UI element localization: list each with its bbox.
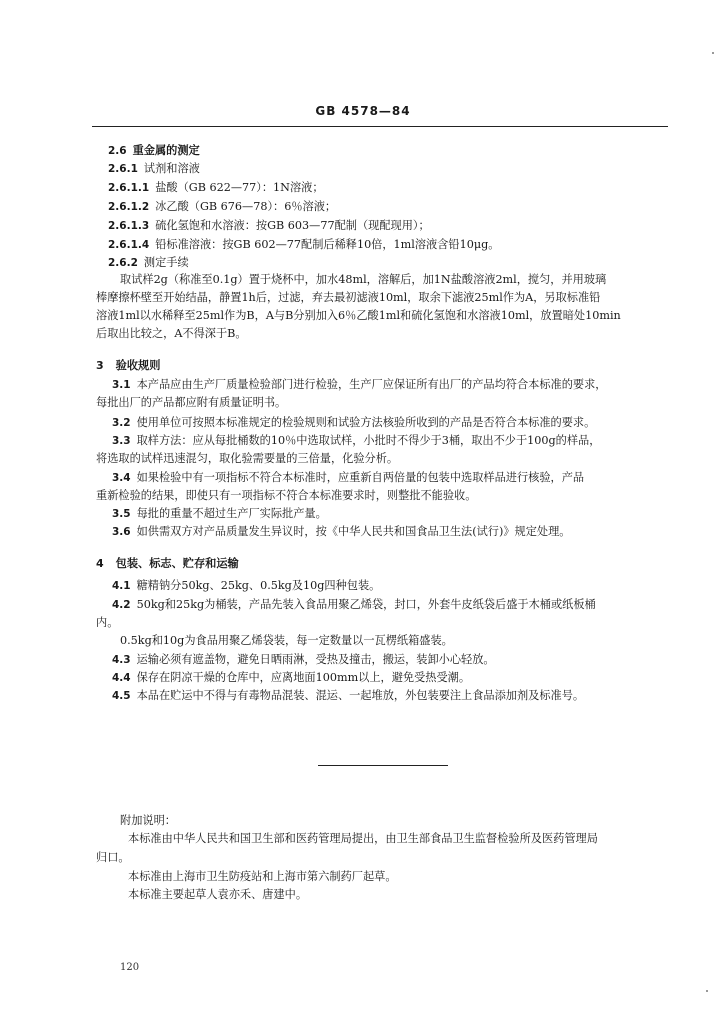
paragraph-line: 每批出厂的产品都应附有质量证明书。: [96, 396, 287, 409]
page-number: 120: [120, 962, 140, 973]
paragraph-line: 重新检验的结果，即使只有一项指标不符合本标准要求时，则整批不能验收。: [96, 489, 477, 502]
item-4-3: 4.3 运输必须有遮盖物，避免日晒雨淋，受热及撞击，搬运，装卸小心轻放。: [112, 653, 495, 666]
item-3-2: 3.2 使用单位可按照本标准规定的检验规则和试验方法核验所收到的产品是否符合本标准的要求。: [112, 416, 596, 429]
scan-speck: [712, 52, 714, 54]
item-2-6-1-2: 2.6.1.2 冰乙酸（GB 676—78）：6％溶液；: [108, 200, 337, 213]
appendix-line: 本标准由中华人民共和国卫生部和医药管理局提出，由卫生部食品卫生监督检验所及医药管理局: [128, 832, 598, 845]
header-rule: [92, 126, 668, 127]
item-3-3: 3.3 取样方法：应从每批桶数的10％中选取试样，小批时不得少于3桶，取出不少于100g的样品，: [112, 434, 601, 447]
appendix-line: 归口。: [96, 851, 130, 864]
section-divider: [318, 765, 448, 766]
item-3-1: 3.1 本产品应由生产厂质量检验部门进行检验，生产厂应保证所有出厂的产品均符合本标准的要求，: [112, 378, 607, 391]
item-2-6-1-1: 2.6.1.1 盐酸（GB 622—77）：1N溶液；: [108, 181, 324, 194]
section-2-6-heading: 2.6 重金属的测定: [108, 143, 200, 157]
section-2-6-1-heading: 2.6.1 试剂和溶液: [108, 162, 200, 175]
item-2-6-1-4: 2.6.1.4 铅标准溶液：按GB 602—77配制后稀释10倍，1ml溶液含铅10μg。: [108, 238, 500, 251]
standard-code-header: GB 4578—84: [315, 104, 411, 118]
item-3-5: 3.5 每批的重量不超过生产厂实际批产量。: [112, 507, 327, 520]
paragraph-line: 棒摩擦杯壁至开始结晶，静置1h后，过滤，弃去最初滤液10ml，取余下滤液25ml作为A，另取标准铅: [96, 291, 601, 304]
item-4-1: 4.1 糖精钠分50kg、25kg、0.5kg及10g四种包装。: [112, 579, 381, 592]
item-4-5: 4.5 本品在贮运中不得与有毒物品混装、混运、一起堆放，外包装要注上食品添加剂及标准号。: [112, 689, 585, 702]
paragraph-line: 溶液1ml以水稀释至25ml作为B，A与B分别加入6％乙酸1ml和硫化氢饱和水溶液10ml，放置暗处10min: [96, 309, 621, 322]
appendix-title: 附加说明：: [120, 814, 176, 827]
paragraph-line: 将选取的试样迅速混匀，取化验需要量的三倍量，化验分析。: [96, 452, 399, 465]
section-3-heading: 3 验收规则: [96, 358, 161, 372]
section-2-6-2-heading: 2.6.2 测定手续: [108, 256, 189, 269]
section-4-heading: 4 包装、标志、贮存和运输: [96, 556, 239, 570]
item-2-6-1-3: 2.6.1.3 硫化氢饱和水溶液：按GB 603—77配制（现配现用）；: [108, 219, 430, 232]
paragraph-line: 取试样2g（称准至0.1g）置于烧杯中，加水48ml，溶解后，加1N盐酸溶液2ml，搅匀，并用玻璃: [120, 273, 607, 286]
item-4-2: 4.2 50kg和25kg为桶装，产品先装入食品用聚乙烯袋，封口，外套牛皮纸袋后盛于木桶或纸板桶: [112, 598, 596, 611]
item-3-6: 3.6 如供需双方对产品质量发生异议时，按《中华人民共和国食品卫生法(试行)》规定处理。: [112, 525, 571, 538]
paragraph-line: 后取出比较之，A不得深于B。: [96, 327, 247, 340]
scan-speck: [706, 990, 708, 992]
paragraph-line: 内。: [96, 616, 119, 629]
appendix-line: 本标准主要起草人袁亦禾、唐建中。: [128, 888, 308, 901]
item-4-4: 4.4 保存在阴凉干燥的仓库中，应离地面100mm以上，避免受热受潮。: [112, 671, 471, 684]
appendix-line: 本标准由上海市卫生防疫站和上海市第六制药厂起草。: [128, 870, 397, 883]
item-3-4: 3.4 如果检验中有一项指标不符合本标准时，应重新自两倍量的包装中选取样品进行核验，产品: [112, 471, 585, 484]
paragraph-line: 0.5kg和10g为食品用聚乙烯袋装，每一定数量以一瓦楞纸箱盛装。: [120, 634, 453, 647]
